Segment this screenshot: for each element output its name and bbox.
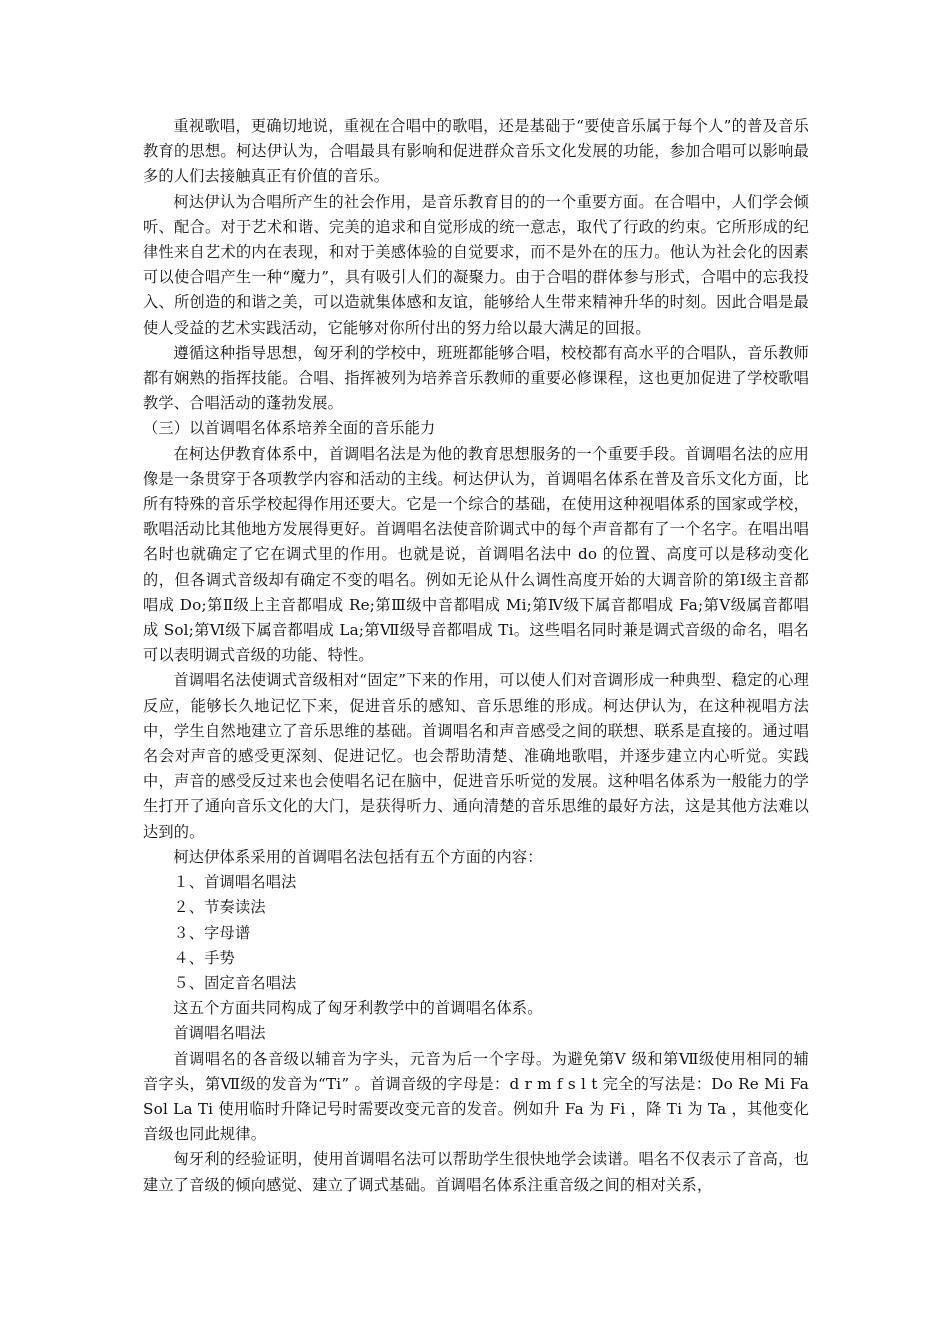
list-item: １、首调唱名唱法 [173, 873, 297, 892]
section-heading-3: （三）以首调唱名体系培养全面的音乐能力 [143, 419, 436, 438]
paragraph-solfege-system: 在柯达伊教育体系中，首调唱名法是为他的教育思想服务的一个重要手段。首调唱名法的应用像是一条贯穿于各项教学内容和活动的主线。柯达伊认为，首调唱名体系在普及音乐文化方面，比所有特殊的音乐学校起得作用还要大。它是一个综合的基础，在使用这种视唱体系的国家或学校，歌唱活动比其他地方发展得更好。首调唱名法使音阶调式中的每个声音都有了一个名字。在唱出唱名时也就确定了它在调式里的作用。也就是说，首调唱名法中 do 的位置、高度可以是移动变化的，但各调式音级却有确定不变的唱名。例如无论从什么调性高度开始的大调音阶的第Ⅰ级主音都唱成 Do;第Ⅱ级上主音都唱成 Re;第Ⅲ级中音都唱成 Mi;第Ⅳ级下属音都唱成 Fa;第Ⅴ级属音都唱成 Sol;第Ⅵ级下属音都唱成 La;第Ⅶ级导音都唱成 Ti。这些唱名同时兼是调式音级的命名，唱名可以表明调式音级的功能、特性。 [143, 444, 809, 665]
paragraph-five-aspects-intro: 柯达伊体系采用的首调唱名法包括有五个方面的内容： [173, 847, 543, 866]
paragraph-five-aspects-summary: 这五个方面共同构成了匈牙利教学中的首调唱名体系。 [173, 999, 543, 1018]
list-item: ３、字母谱 [173, 923, 251, 942]
paragraph-solfege-effects: 首调唱名法使调式音级相对“固定”下来的作用，可以使人们对音调形成一种典型、稳定的心理反应，能够长久地记忆下来，促进音乐的感知、音乐思维的形成。柯达伊认为，在这种视唱方法中，学生自然地建立了音乐思维的基础。首调唱名和声音感受之间的联想、联系是直接的。通过唱名会对声音的感受更深刻、促进记忆。也会帮助清楚、准确地歌唱，并逐步建立内心听觉。实践中，声音的感受反过来也会使唱名记在脑中，促进音乐听觉的发展。这种唱名体系为一般能力的学生打开了通向音乐文化的大门，是获得听力、通向清楚的音乐思维的最好方法，这是其他方法难以达到的。 [143, 671, 809, 841]
paragraph-hungarian-schools: 遵循这种指导思想，匈牙利的学校中，班班都能够合唱，校校都有高水平的合唱队，音乐教师都有娴熟的指挥技能。合唱、指挥被列为培养音乐教师的重要必修课程，这也更加促进了学校歌唱教学、合唱活动的蓬勃发展。 [143, 343, 809, 413]
list-item: ４、手势 [173, 948, 235, 967]
list-item: ２、节奏读法 [173, 898, 266, 917]
paragraph-syllable-letters: 首调唱名的各音级以辅音为字头，元音为后一个字母。为避免第Ⅴ 级和第Ⅶ级使用相同的辅音字头，第Ⅶ级的发音为“Ti” 。首调音级的字母是：d r m f s l t 完全的写法是：Do Re Mi Fa Sol La Ti 使用临时升降记号时需要改变元音的发音。例如升 Fa 为 Fi ，降 Ti 为 Ta ，其他变化音级也同此规律。 [143, 1049, 809, 1144]
paragraph-choral-singing: 重视歌唱，更确切地说，重视在合唱中的歌唱，还是基础于“要使音乐属于每个人”的普及音乐教育的思想。柯达伊认为，合唱最具有影响和促进群众音乐文化发展的功能，参加合唱可以影响最多的人们去接触真正有价值的音乐。 [143, 117, 809, 186]
aspects-list [143, 870, 809, 996]
paragraph-social-role: 柯达伊认为合唱所产生的社会作用，是音乐教育目的的一个重要方面。在合唱中，人们学会倾听、配合。对于艺术和谐、完美的追求和自觉形成的统一意志，取代了行政的约束。它所形成的纪律性来自艺术的内在表现，和对于美感体验的自觉要求，而不是外在的压力。他认为社会化的因素可以使合唱产生一种“魔力”，具有吸引人们的凝聚力。由于合唱的群体参与形式，合唱中的忘我投入、所创造的和谐之美，可以造就集体感和友谊，能够给人生带来精神升华的时刻。因此合唱是最使人受益的艺术实践活动，它能够对你所付出的努力给以最大满足的回报。 [143, 192, 809, 337]
subheading-solfege-singing: 首调唱名唱法 [173, 1024, 266, 1043]
list-item: ５、固定音名唱法 [173, 973, 297, 992]
document-page [143, 114, 809, 1198]
paragraph-hungarian-experience: 匈牙利的经验证明，使用首调唱名法可以帮助学生很快地学会读谱。唱名不仅表示了音高，也建立了音级的倾向感觉、建立了调式基础。首调唱名体系注重音级之间的相对关系， [143, 1150, 809, 1194]
